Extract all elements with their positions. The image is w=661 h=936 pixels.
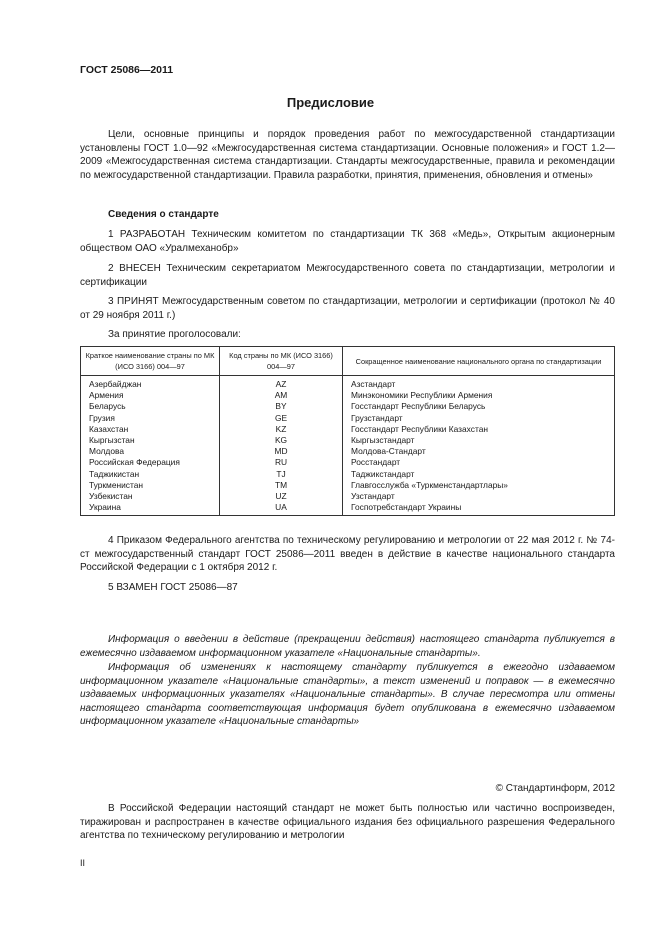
table-row — [81, 401, 615, 412]
intro-paragraph: Цели, основные принципы и порядок проведения работ по межгосударственной стандартизации установлены ГОСТ 1.0—92 «Межгосударственная система стандартизации. Основные положения» и ГОСТ 1.2—2009 «Межгосударственная система стандартизации. Стандарты межгосударственные, правила и рекомендации по межгосударственной стандартизации. Правила разработки, принятия, применения, обновления и отмены» — [80, 129, 615, 181]
country-name: Кыргызстан — [81, 435, 220, 446]
table-row — [81, 413, 615, 424]
copyright-notice: © Стандартинформ, 2012 — [495, 783, 615, 794]
document-code: ГОСТ 25086—2011 — [80, 64, 174, 76]
standards-body: Госстандарт Республики Беларусь — [343, 401, 615, 412]
standards-body: Азстандарт — [343, 376, 615, 391]
country-code: KG — [220, 435, 343, 446]
country-name: Таджикистан — [81, 469, 220, 480]
info-item-3: 3 ПРИНЯТ Межгосударственным советом по стандартизации, метрологии и сертификации (протокол № 40 от 29 ноября 2011 г.) — [80, 296, 615, 321]
table-row — [81, 469, 615, 480]
table-row — [81, 424, 615, 435]
info-item-2: 2 ВНЕСЕН Техническим секретариатом Межгосударственного совета по стандартизации, метрологии и сертификации — [80, 263, 615, 288]
notice-paragraph-2: Информация об изменениях к настоящему стандарту публикуется в ежегодно издаваемом информационном указателе «Национальные стандарты», а текст изменений и поправок — в ежемесячно издаваемых информационных указателях «Национальные стандарты». В случае пересмотра или отмены настоящего стандарта соответствующая информация будет опубликована в ежемесячно издаваемом информационном указателе «Национальные стандарты» — [80, 662, 615, 727]
country-code: TM — [220, 480, 343, 491]
country-code: TJ — [220, 469, 343, 480]
page-number: II — [80, 858, 86, 868]
table-header-country: Краткое наименование страны по МК (ИСО 3166) 004—97 — [81, 347, 220, 376]
country-name: Туркменистан — [81, 480, 220, 491]
table-row — [81, 502, 615, 516]
standards-body: Кыргызстандарт — [343, 435, 615, 446]
standards-body: Таджикстандарт — [343, 469, 615, 480]
info-item-1: 1 РАЗРАБОТАН Техническим комитетом по стандартизации ТК 368 «Медь», Открытым акционерным обществом ОАО «Уралмеханобр» — [80, 229, 615, 254]
standards-body: Узстандарт — [343, 491, 615, 502]
country-code: GE — [220, 413, 343, 424]
country-code: KZ — [220, 424, 343, 435]
standards-body: Росстандарт — [343, 457, 615, 468]
notice-paragraph-1: Информация о введении в действие (прекращении действия) настоящего стандарта публикуется в ежемесячно издаваемом информационном указателе «Национальные стандарты». — [80, 634, 615, 659]
info-heading: Сведения о стандарте — [108, 209, 219, 220]
country-name: Беларусь — [81, 401, 220, 412]
country-code: BY — [220, 401, 343, 412]
country-name: Армения — [81, 390, 220, 401]
country-code: RU — [220, 457, 343, 468]
table-row — [81, 390, 615, 401]
standards-body: Госстандарт Республики Казахстан — [343, 424, 615, 435]
country-code: AM — [220, 390, 343, 401]
standards-body: Госпотребстандарт Украины — [343, 502, 615, 516]
rights-paragraph: В Российской Федерации настоящий стандарт не может быть полностью или частично воспроизведен, тиражирован и распространен в качестве официального издания без официального разрешения Федерального агентства по техническому регулированию и метрологии — [80, 803, 615, 841]
table-row — [81, 480, 615, 491]
table-row — [81, 376, 615, 391]
voting-table — [80, 346, 615, 516]
country-name: Узбекистан — [81, 491, 220, 502]
country-code: AZ — [220, 376, 343, 391]
info-item-4: 4 Приказом Федерального агентства по техническому регулированию и метрологии от 22 мая 2012 г. № 74-ст межгосударственный стандарт ГОСТ 25086—2011 введен в действие в качестве национального стандарта Российской Федерации с 1 октября 2012 г. — [80, 535, 615, 573]
table-row — [81, 435, 615, 446]
standards-body: Минэкономики Республики Армения — [343, 390, 615, 401]
table-row — [81, 491, 615, 502]
table-header-code: Код страны по МК (ИСО 3166) 004—97 — [220, 347, 343, 376]
country-name: Российская Федерация — [81, 457, 220, 468]
country-code: MD — [220, 446, 343, 457]
country-name: Казахстан — [81, 424, 220, 435]
standards-body: Главгосслужба «Туркменстандартлары» — [343, 480, 615, 491]
table-header-body: Сокращенное наименование национального органа по стандартизации — [343, 347, 615, 376]
table-row — [81, 446, 615, 457]
country-code: UA — [220, 502, 343, 516]
country-code: UZ — [220, 491, 343, 502]
table-row — [81, 457, 615, 468]
country-name: Грузия — [81, 413, 220, 424]
page-title: Предисловие — [286, 95, 375, 110]
info-item-5: 5 ВЗАМЕН ГОСТ 25086—87 — [108, 582, 238, 593]
standards-body: Молдова-Стандарт — [343, 446, 615, 457]
country-name: Украина — [81, 502, 220, 516]
voted-label: За принятие проголосовали: — [108, 329, 241, 340]
country-name: Молдова — [81, 446, 220, 457]
standards-body: Грузстандарт — [343, 413, 615, 424]
country-name: Азербайджан — [81, 376, 220, 391]
